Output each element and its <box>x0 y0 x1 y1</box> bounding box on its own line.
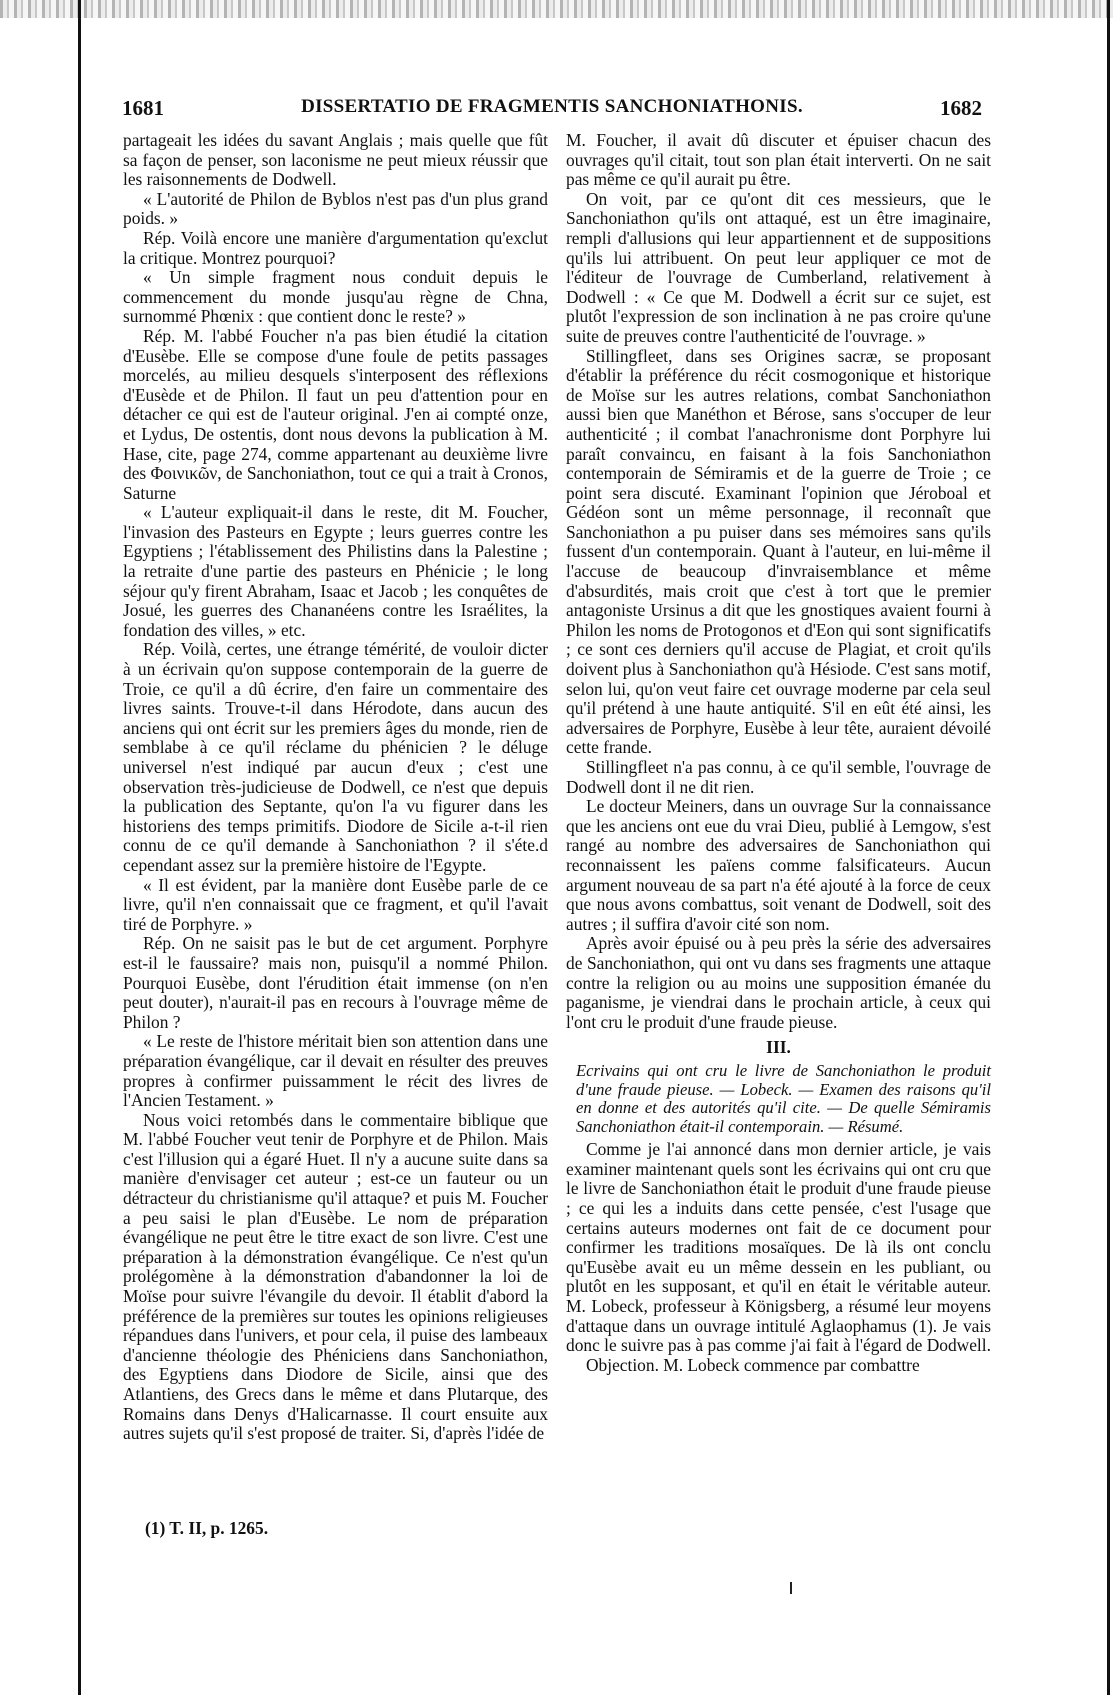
paragraph: Nous voici retombés dans le commentaire biblique que M. l'abbé Foucher veut tenir de Porphyre et de Philon. Mais c'est l'illusion qui a égaré Huet. Il n'y a aucune suite dans sa manière d'envisager cet auteur ; est-ce un fauteur ou un détracteur du christianisme qu'il attaque? et puis M. Foucher a peu saisi le plan d'Eusèbe. Le nom de préparation évangélique ne peut être le titre exact de son livre. C'est une préparation à la démonstration évangélique. Ce n'est qu'un prolégomène à la démonstration d'abandonner la loi de Moïse pour suivre l'évangile du devoir. Il établit d'abord la préférence de la premières sur toutes les opinions religieuses répandues dans l'univers, et pour cela, il puise des lambeaux d'ancienne théologie des Phéniciens dans Sanchoniathon, des Egyptiens dans Diodore de Sicile, ainsi que des Atlantiens, des Grecs dans le même et dans Plutarque, des Romains dans Denys d'Halicarnasse. Il court ensuite aux autres sujets qu'il s'est proposé de traiter. Si, d'après l'idée de <box>123 1109 548 1444</box>
paragraph: « Le reste de l'histore méritait bien son attention dans une préparation évangélique, car il devait en résulter des preuves propres à confirmer puissamment le récit des livres de l'Ancien Testament. » <box>123 1031 548 1111</box>
paragraph: Objection. M. Lobeck commence par combattre <box>586 1354 920 1375</box>
page-number-right: 1682 <box>940 96 982 120</box>
scan-mark <box>790 1582 792 1594</box>
paragraph: Comme je l'ai annoncé dans mon dernier article, je vais examiner maintenant quels sont les écrivains qui ont cru que le livre de Sanchoniathon était le produit d'une fraude pieuse ; ce qui les a induits dans cette pensée, c'est l'usage que certains auteurs modernes ont fait de ce document pour confirmer les traditions mosaïques. De là ils ont conclu qu'Eusèbe avait eu un même dessein en les publiant, ou plutôt en les supposant, et qu'il en était le véritable auteur. M. Lobeck, professeur à Königsberg, a résumé leur moyens d'attaque dans un ouvrage intitulé Aglaophamus (1). Je vais donc le suivre pas à pas comme j'ai fait à l'égard de Dodwell. <box>566 1139 991 1356</box>
left-column <box>123 131 548 1444</box>
left-margin-rule <box>78 0 81 1695</box>
paragraph: « Un simple fragment nous conduit depuis le commencement du monde jusqu'au règne de Chna, surnommé Phœnix : que contient donc le reste? » <box>123 267 548 327</box>
right-margin-rule <box>1107 0 1110 1695</box>
paragraph: Stillingfleet n'a pas connu, à ce qu'il semble, l'ouvrage de Dodwell dont il ne dit rien. <box>566 757 991 797</box>
paragraph: partageait les idées du savant Anglais ; mais quelle que fût sa façon de penser, son laconisme ne peut mieux réussir que les raisonnements de Dodwell. <box>123 130 548 190</box>
paragraph: Après avoir épuisé ou à peu près la série des adversaires de Sanchoniathon, qui ont vu dans ses fragments une attaque contre la religion ou au moins une supposition émanée du paganisme, je viendrai dans le prochain article, à ceux qui l'ont cru le produit d'une fraude pieuse. <box>566 933 991 1032</box>
section-number: III. <box>766 1037 791 1058</box>
paragraph: « L'auteur expliquait-il dans le reste, dit M. Foucher, l'invasion des Pasteurs en Egypte ; leurs guerres contre les Egyptiens ; l'établissement des Philistins dans la Palestine ; la retraite d'une partie des pasteurs en Phénicie ; le long séjour qu'y firent Abraham, Isaac et Jacob ; les conquêtes de Josué, les guerres des Chananéens contre les Israélites, la fondation des villes, » etc. <box>123 502 548 640</box>
paragraph: On voit, par ce qu'ont dit ces messieurs, que le Sanchoniathon qu'ils ont attaqué, est un être imaginaire, rempli d'allusions qui leur appartiennent et de suppositions qu'ils lui attribuent. On peut leur appliquer ce mot de l'éditeur de l'ouvrage de Cumberland, relativement à Dodwell : « Ce que M. Dodwell a écrit sur ce sujet, est plutôt l'expression de son inclination à ne pas croire qu'une suite de preuves contre l'authenticité de l'ouvrage. » <box>566 188 991 346</box>
paragraph: M. Foucher, il avait dû discuter et épuiser chacun des ouvrages qu'il citait, tout son plan était interverti. On ne sait pas même ce qu'il aurait pu être. <box>566 130 991 190</box>
right-column <box>566 131 991 1375</box>
paragraph: Rép. On ne saisit pas le but de cet argument. Porphyre est-il le faussaire? mais non, puisqu'il a nommé Philon. Pourquoi Eusèbe, dont l'érudition était immense (on n'en peut douter), n'aurait-il pas en recours à l'ouvrage même de Philon ? <box>123 933 548 1032</box>
paragraph: « Il est évident, par la manière dont Eusèbe parle de ce livre, qu'il n'en connaissait que ce fragment, et qu'il l'avait tiré de Porphyre. » <box>123 874 548 934</box>
paragraph: Rép. M. l'abbé Foucher n'a pas bien étudié la citation d'Eusèbe. Elle se compose d'une foule de petits passages morcelés, au milieu desquels s'interposent des réflexions d'Eusède et de Philon. Il faut un peu d'attention pour en détacher ce qui est de l'auteur original. J'en ai compté onze, et Lydus, De ostentis, dont nous devons la publication à M. Hase, cite, page 274, comme appartenant au deuxième livre des Φοινικῶν, de Sanchoniathon, tout ce qui a trait à Cronos, Saturne <box>123 325 548 503</box>
page-number-left: 1681 <box>122 96 164 120</box>
paragraph: « L'autorité de Philon de Byblos n'est pas d'un plus grand poids. » <box>123 188 548 229</box>
paragraph: Rép. Voilà encore une manière d'argumentation qu'exclut la critique. Montrez pourquoi? <box>123 227 548 268</box>
page-header <box>122 96 982 126</box>
running-title: DISSERTATIO DE FRAGMENTIS SANCHONIATHONIS. <box>301 96 803 117</box>
paragraph: Stillingfleet, dans ses Origines sacræ, se proposant d'établir la préférence du récit cosmogonique et historique de Moïse sur les autres relations, combat Sanchoniathon aussi bien que Manéthon et Bérose, sans s'occuper de leur authenticité ; il combat l'anachronisme dont Porphyre lui paraît convaincu, en faisant à la fois Sanchoniathon contemporain de Sémiramis et de la guerre de Troie ; ce point sera discuté. Examinant l'opinion que Jéroboal et Gédéon sont un même personnage, il reconnaît que Sanchoniathon a pu puiser dans ses mémoires sans qu'ils fussent d'un contemporain. Quant à l'auteur, en lui-même il l'accuse de beaucoup d'invraisemblance et même d'absurdités, mais croit que c'est à tort que le premier antagoniste Ursinus a dit que les gnostiques avaient fourni à Philon les noms de Protogonos et d'Eon qui sont significatifs ; ce sont ces derniers qu'il accuse de Plagiat, et croit qu'ils doivent plus à Sanchoniathon qu'à Hésiode. C'est sans motif, selon lui, qu'on veut faire cet ouvrage moderne par cela seul qu'il prétend à une haute antiquité. S'il en eût été ainsi, les adversaires de Porphyre, Eusèbe à leur tête, auraient dévoilé cette frande. <box>566 345 991 758</box>
paragraph: Rép. Voilà, certes, une étrange témérité, de vouloir dicter à un écrivain qu'on suppose contemporain de la guerre de Troie, ce qu'il a dû écrire, d'en faire un commentaire des livres saints. Trouve-t-il dans Hérodote, dans aucun des anciens qui ont écrit sur les premiers âges du monde, rien de semblabe à ce qu'il réclame du phénicien ? le déluge universel n'est indiqué par aucun d'eux ; c'est une observation très-judicieuse de Dodwell, ce n'est que depuis la publication des Septante, qu'on l'a vu figurer dans les historiens des temps primitifs. Diodore de Sicile a-t-il rien connu de ce qu'il demande à Sanchoniathon ? il s'éte.d cependant assez sur la première histoire de l'Egypte. <box>123 639 548 875</box>
section-summary: Ecrivains qui ont cru le livre de Sanchoniathon le produit d'une fraude pieuse. — Lobeck. — Examen des raisons qu'il en donne et des autorités qu'il cite. — De quelle Sémiramis Sanchoniathon était-il contemporain. — Résumé. <box>576 1060 991 1136</box>
scan-edge <box>0 0 1113 18</box>
footnote: (1) T. II, p. 1265. <box>145 1518 269 1538</box>
paragraph: Le docteur Meiners, dans un ouvrage Sur la connaissance que les anciens ont eue du vrai Dieu, publié à Lemgow, s'est rangé au nombre des adversaires de Sanchoniathon qui reconnaissent les païens comme falsificateurs. Aucun argument nouveau de sa part n'a été ajouté à la force de ceux que nous avons combattus, soit venant de Dodwell, soit des autres ; il suffira d'avoir cité son nom. <box>566 796 991 934</box>
